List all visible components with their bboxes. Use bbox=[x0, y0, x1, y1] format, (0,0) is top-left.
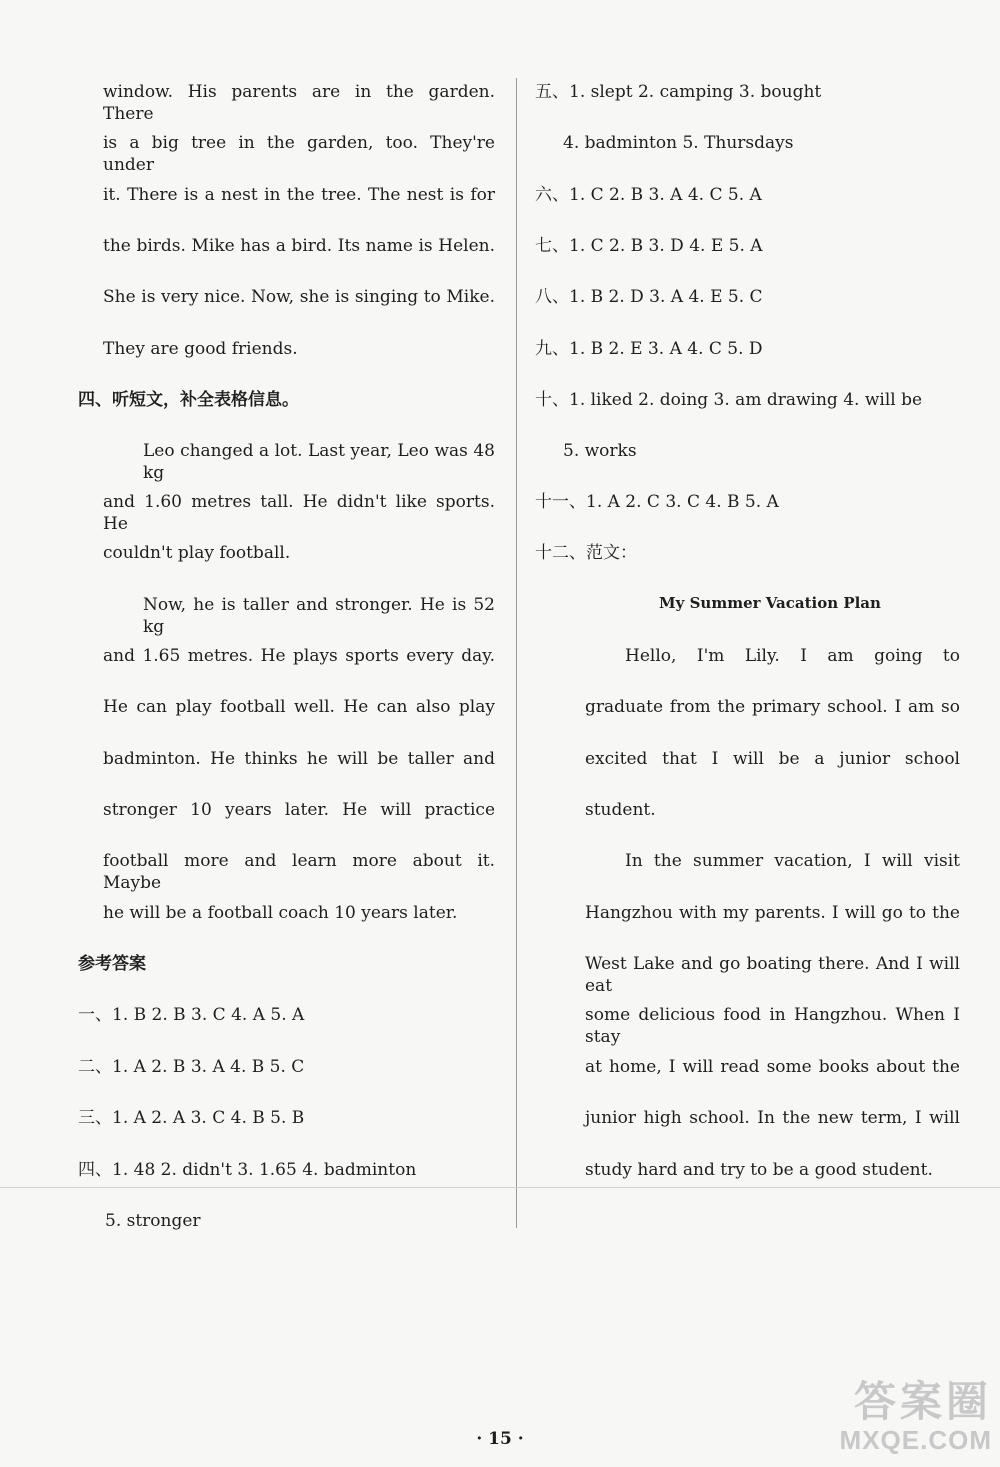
answer-line: 十二、范文： bbox=[535, 543, 637, 563]
passage-line: football more and learn more about it. Maybe bbox=[103, 851, 495, 893]
watermark-logo bbox=[792, 1379, 992, 1461]
watermark-top-text: 答案圈 bbox=[853, 1378, 992, 1425]
answer-line: 九、1. B 2. E 3. A 4. C 5. D bbox=[535, 339, 763, 359]
section-heading: 四、听短文，补全表格信息。 bbox=[78, 390, 299, 410]
essay-line: some delicious food in Hangzhou. When I stay bbox=[585, 1005, 960, 1047]
answer-line: 五、1. slept 2. camping 3. bought bbox=[535, 82, 822, 102]
answer-line: 5. works bbox=[563, 441, 637, 461]
essay-line: West Lake and go boating there. And I will eat bbox=[585, 954, 960, 996]
answer-line: 二、1. A 2. B 3. A 4. B 5. C bbox=[78, 1057, 305, 1077]
essay-line: Hello, I'm Lily. I am going to bbox=[625, 646, 960, 666]
passage-line: She is very nice. Now, she is singing to Mike. bbox=[103, 287, 495, 307]
passage-line: window. His parents are in the garden. There bbox=[103, 82, 495, 124]
essay-line: graduate from the primary school. I am so bbox=[585, 697, 960, 717]
passage-line: Leo changed a lot. Last year, Leo was 48 kg bbox=[143, 441, 495, 483]
passage-line: badminton. He thinks he will be taller and bbox=[103, 749, 495, 769]
answers-heading: 参考答案 bbox=[78, 954, 146, 974]
passage-line: They are good friends. bbox=[103, 339, 298, 359]
page-number: · 15 · bbox=[476, 1429, 524, 1449]
passage-line: He can play football well. He can also play bbox=[103, 697, 495, 717]
passage-line: it. There is a nest in the tree. The nest is for bbox=[103, 185, 495, 205]
passage-line: and 1.65 metres. He plays sports every day. bbox=[103, 646, 495, 666]
answer-line: 十、1. liked 2. doing 3. am drawing 4. will be bbox=[535, 390, 923, 410]
essay-line: student. bbox=[585, 800, 656, 820]
essay-line: junior high school. In the new term, I will bbox=[585, 1108, 960, 1128]
essay-line: study hard and try to be a good student. bbox=[585, 1160, 933, 1180]
passage-line: and 1.60 metres tall. He didn't like sports. He bbox=[103, 492, 495, 534]
page-fold-line bbox=[0, 1187, 1000, 1188]
essay-line: at home, I will read some books about the bbox=[585, 1057, 960, 1077]
essay-line: In the summer vacation, I will visit bbox=[625, 851, 960, 871]
passage-line: stronger 10 years later. He will practice bbox=[103, 800, 495, 820]
answer-line: 八、1. B 2. D 3. A 4. E 5. C bbox=[535, 287, 763, 307]
passage-line: is a big tree in the garden, too. They're under bbox=[103, 133, 495, 175]
answer-line: 七、1. C 2. B 3. D 4. E 5. A bbox=[535, 236, 763, 256]
answer-line: 四、1. 48 2. didn't 3. 1.65 4. badminton bbox=[78, 1160, 417, 1180]
essay-line: excited that I will be a junior school bbox=[585, 749, 960, 769]
answer-line: 六、1. C 2. B 3. A 4. C 5. A bbox=[535, 185, 762, 205]
passage-line: couldn't play football. bbox=[103, 543, 291, 563]
answer-line: 5. stronger bbox=[105, 1211, 201, 1231]
passage-line: the birds. Mike has a bird. Its name is Helen. bbox=[103, 236, 495, 256]
answer-line: 三、1. A 2. A 3. C 4. B 5. B bbox=[78, 1108, 305, 1128]
passage-line: Now, he is taller and stronger. He is 52 kg bbox=[143, 595, 495, 637]
answer-line: 一、1. B 2. B 3. C 4. A 5. A bbox=[78, 1005, 305, 1025]
column-divider bbox=[516, 78, 517, 1228]
essay-line: Hangzhou with my parents. I will go to the bbox=[585, 903, 960, 923]
watermark-bottom-text: MXQE.COM bbox=[839, 1425, 992, 1455]
answer-line: 十一、1. A 2. C 3. C 4. B 5. A bbox=[535, 492, 779, 512]
passage-line: he will be a football coach 10 years later. bbox=[103, 903, 458, 923]
answer-line: 4. badminton 5. Thursdays bbox=[563, 133, 794, 153]
essay-title: My Summer Vacation Plan bbox=[659, 594, 881, 612]
